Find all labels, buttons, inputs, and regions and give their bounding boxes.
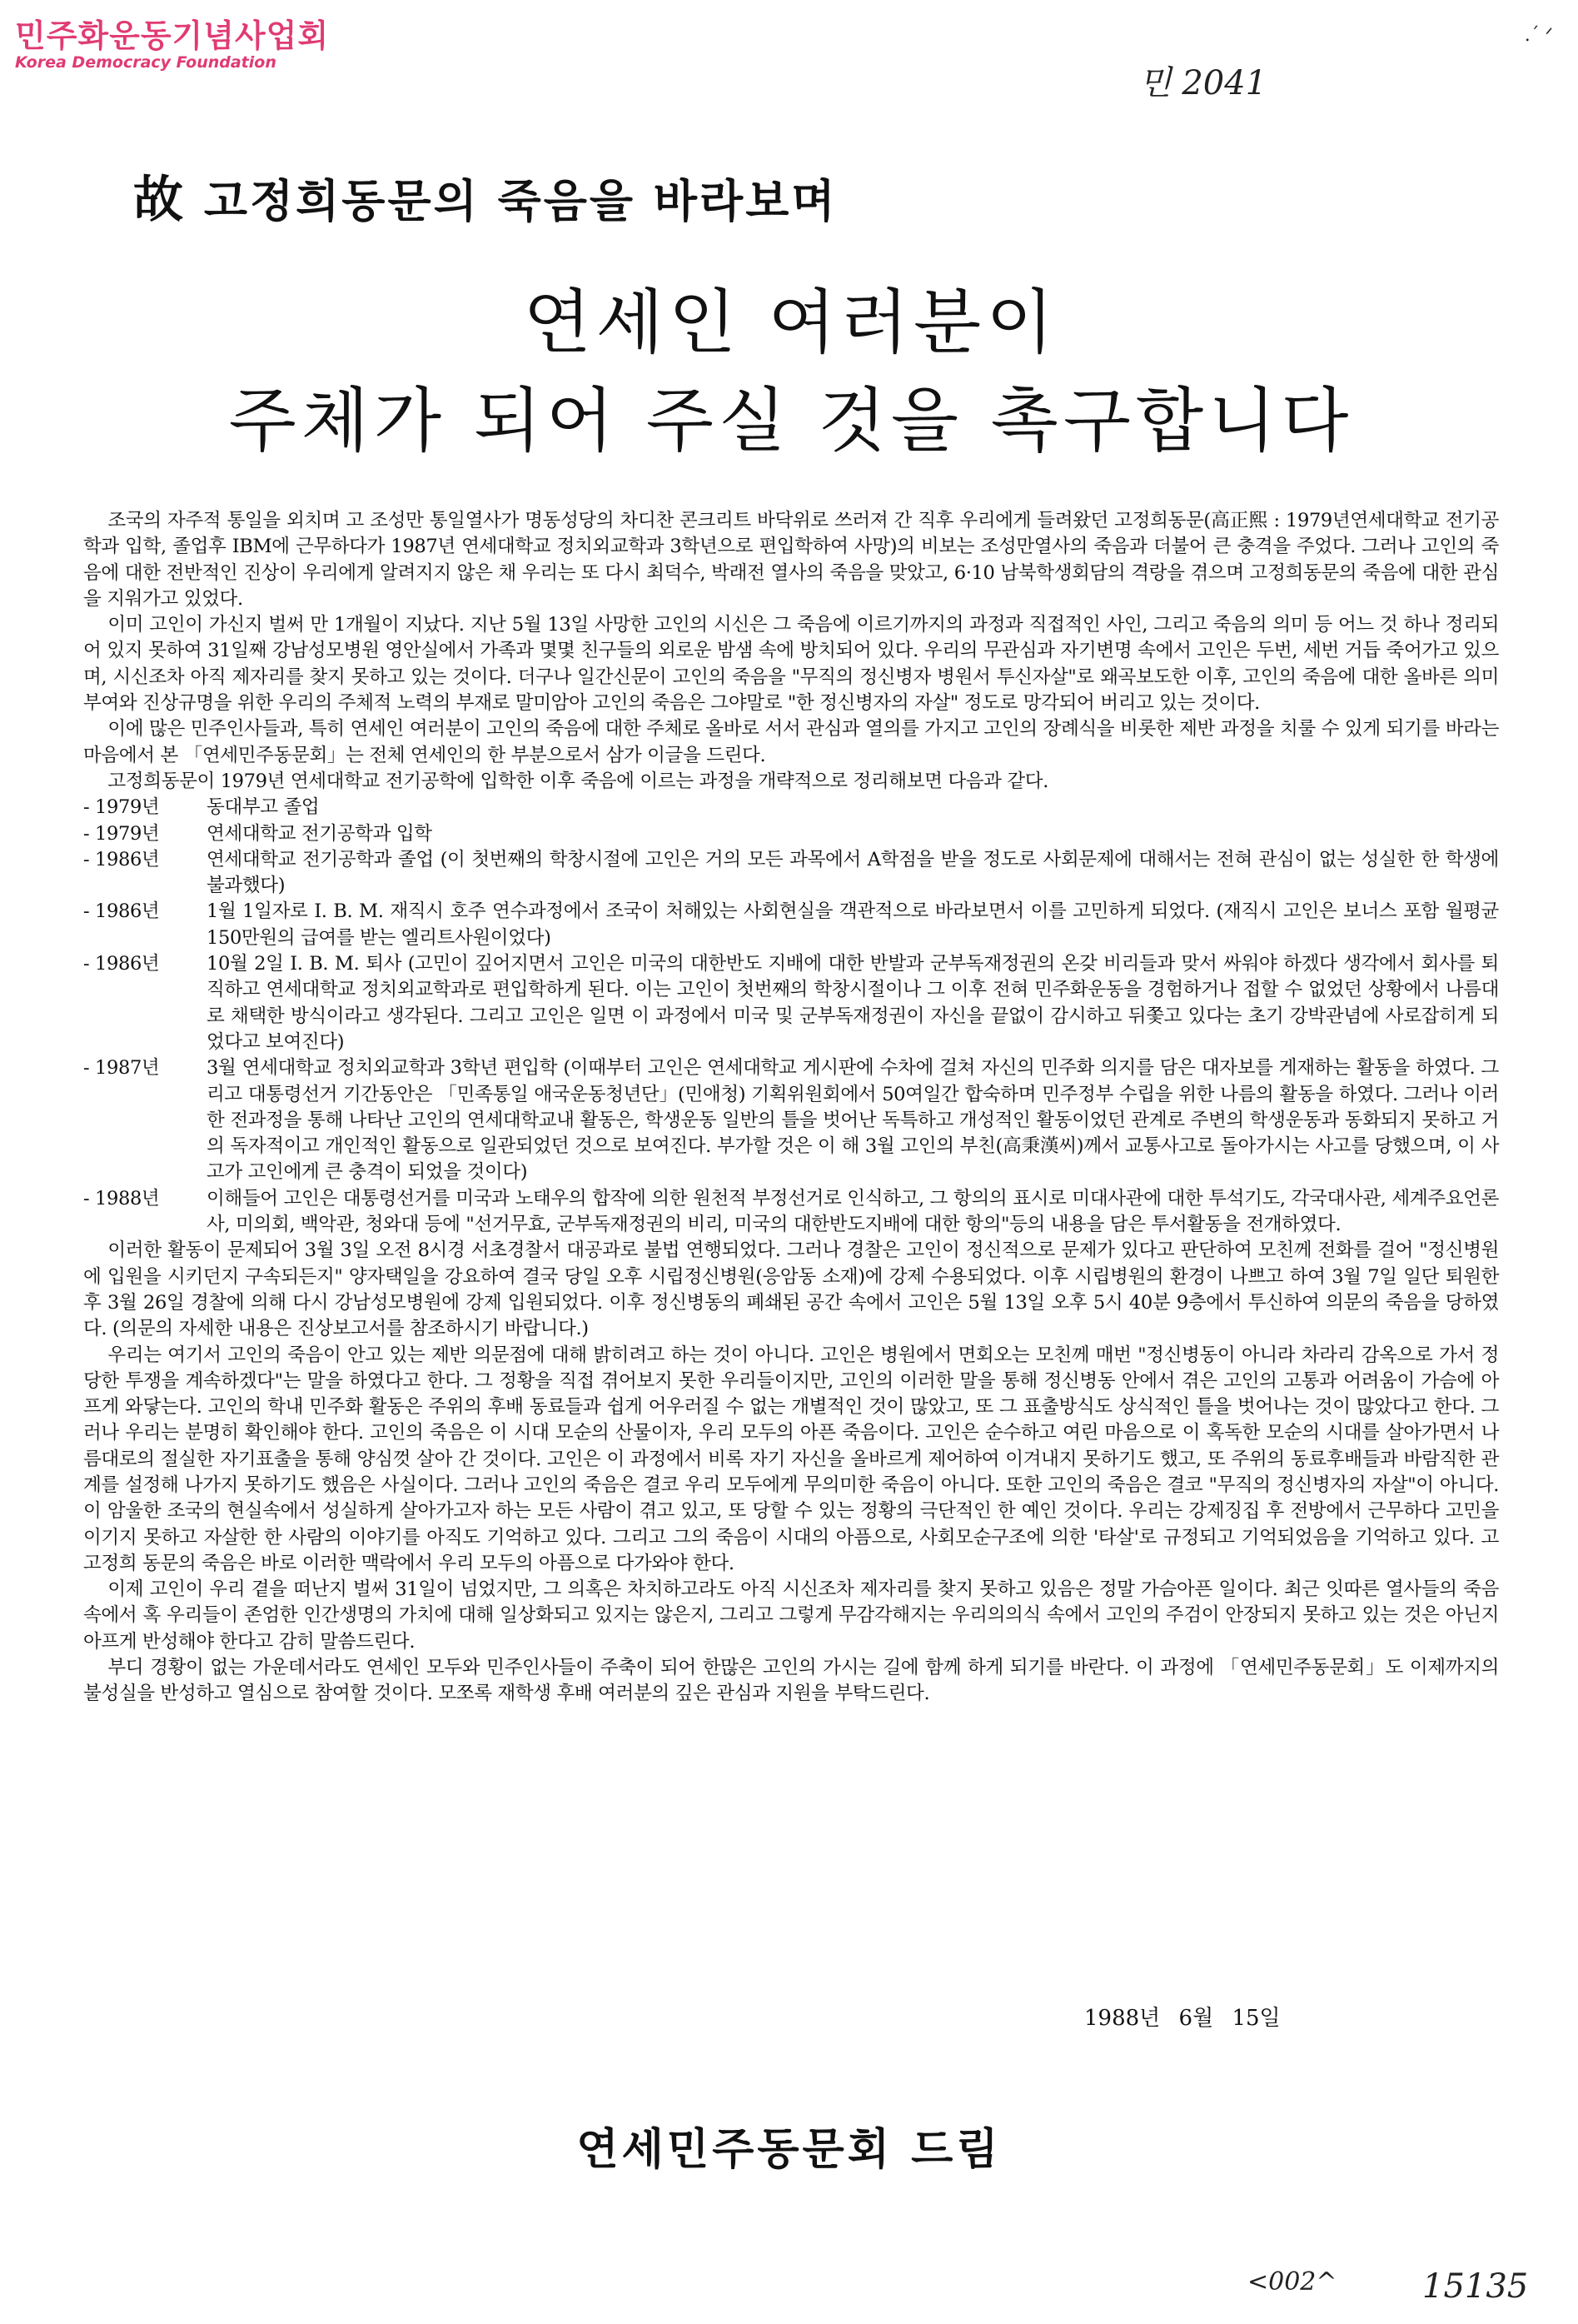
pre-title-hanja: 故 — [133, 171, 186, 229]
timeline-text: 이해들어 고인은 대통령선거를 미국과 노태우의 합작에 의한 원천적 부정선거로 인식하고, 그 항의의 표시로 미대사관에 대한 투석기도, 각국대사관, 세계주요언론사, 미의회, 백악관, 청와대 등에 "선거무효, 군부독재정권의 비리, 미국의 대한반도지배에 대한 항의"등의 내용을 담은 투서활동을 전개하였다. — [207, 1187, 1499, 1236]
main-title — [133, 273, 1449, 470]
paragraph: 우리는 여기서 고인의 죽음이 안고 있는 제반 의문점에 대해 밝히려고 하는 것이 아니다. 고인은 병원에서 면회오는 모친께 매번 "정신병동이 아니라 차라리 감옥으로 가서 정당한 투쟁을 계속하겠다"는 말을 하였다고 한다. 그 정황을 직접 겪어보지 못한 우리들이지만, 고인의 이러한 말을 통해 정신병동 안에서 겪은 고인의 고통과 어려움이 가슴에 아프게 와닿는다. 고인의 학내 민주화 활동은 주위의 후배 동료들과 쉽게 어우러질 수 없는 개별적인 것이 많았고, 또 그 표출방식도 상식적인 틀을 벗어나는 것이 많았다고 한다. 그러나 우리는 분명히 확인해야 한다. 고인의 죽음은 이 시대 모순의 산물이자, 우리 모두의 아픈 죽음이다. 고인은 순수하고 여린 마음으로 이 혹독한 모순의 시대를 살아가면서 나름대로의 절실한 자기표출을 통해 양심껏 살아 간 것이다. 고인은 이 과정에서 비록 자기 자신을 올바르게 제어하여 이겨내지 못하기도 했고, 또 주위의 동료후배들과 바람직한 관계를 설정해 나가지 못하기도 했음은 사실이다. 그러나 고인의 죽음은 결코 우리 모두에게 무의미한 죽음이 아니다. 또한 고인의 죽음은 결코 "무직의 정신병자의 자살"이 아니다. 이 암울한 조국의 현실속에서 성실하게 살아가고자 하는 모든 사람이 겪고 있고, 또 당할 수 있는 정황의 극단적인 한 예인 것이다. 우리는 강제징집 후 전방에서 근무하다 고민을 이기지 못하고 자살한 한 사람의 이야기를 아직도 기억하고 있다. 그리고 그의 죽음이 시대의 아픔으로, 사회모순구조에 의한 '타살'로 규정되고 기억되었음을 기억하고 있다. 고 고정희 동문의 죽음은 바로 이러한 맥락에서 우리 모두의 아픔으로 다가와야 한다. — [83, 1344, 1499, 1574]
timeline-year: - 1979년 — [83, 796, 160, 819]
watermark-korean: 민주화운동기념사업회 — [15, 17, 330, 54]
handwritten-page-number: 15135 — [1422, 2267, 1529, 2306]
timeline-text: 10월 2일 I. B. M. 퇴사 (고민이 깊어지면서 고인은 미국의 대한반도 지배에 대한 반발과 군부독재정권의 온갖 비리들과 맞서 싸워야 하겠다 생각에서 회사를 퇴직하고 연세대학교 정치외교학과로 편입학하게 된다. 이는 고인이 첫번째의 학창시절이나 그 이후 전혀 민주화운동을 경험하거나 접할 수 없었던 상황에서 나름대로 채택한 방식이라고 생각된다. 그리고 고인은 일면 이 과정에서 미국 및 군부독재정권이 자신을 끝없이 감시하고 뒤쫓고 있다는 초기 강박관념에 사로잡히게 되었다고 보여진다) — [207, 953, 1499, 1053]
timeline-text: 동대부고 졸업 — [207, 796, 320, 819]
pre-title — [133, 160, 1432, 232]
document-date: 1988년 6월 15일 — [1084, 2006, 1281, 2031]
paragraph: 부디 경황이 없는 가운데서라도 연세인 모두와 민주인사들이 주축이 되어 한많은 고인의 가시는 길에 함께 하게 되기를 바란다. 이 과정에 「연세민주동문회」도 이제까지의 불성실을 반성하고 열심으로 참여할 것이다. 모쪼록 재학생 후배 여러분의 깊은 관심과 지원을 부탁드린다. — [83, 1657, 1499, 1705]
main-title-line-2: 주체가 되어 주실 것을 촉구합니다 — [228, 380, 1354, 461]
timeline-text: 3월 연세대학교 정치외교학과 3학년 편입학 (이때부터 고인은 연세대학교 게시판에 수차에 걸쳐 자신의 민주화 의지를 담은 대자보를 게재하는 활동을 하였다. 그리고 대통령선거 기간동안은 「민족통일 애국운동청년단」(민애청) 기획위원회에서 50여일간 합숙하며 민주정부 수립을 위한 나름의 활동을 하였다. 그러나 이러한 전과정을 통해 나타난 고인의 연세대학교내 활동은, 학생운동 일반의 틀을 벗어난 독특하고 개성적인 활동이었던 관계로 주변의 학생운동과 동화되지 못하고 거의 독자적이고 개인적인 활동으로 일관되었던 것으로 보여진다. 부가할 것은 이 해 3월 고인의 부친(高秉漢씨)께서 교통사고로 돌아가시는 사고를 당했으며, 이 사고가 고인에게 큰 충격이 되었을 것이다) — [207, 1057, 1499, 1184]
watermark-english: Korea Democracy Foundation — [15, 53, 276, 72]
pre-title-text: 고정희동문의 죽음을 바라보며 — [203, 174, 838, 227]
timeline-year: - 1986년 — [83, 848, 160, 870]
timeline-text: 1월 1일자로 I. B. M. 재직시 호주 연수과정에서 조국이 처해있는 사회현실을 객관적으로 바라보면서 이를 고민하게 되었다. (재직시 고인은 보너스 포함 월평균 150만원의 급여를 받는 엘리트사원이었다) — [207, 900, 1499, 949]
paragraph: 이에 많은 민주인사들과, 특히 연세인 여러분이 고인의 죽음에 대한 주체로 올바로 서서 관심과 열의를 가지고 고인의 장례식을 비롯한 제반 과정을 치룰 수 있게 되기를 바라는 마음에서 본 「연세민주동문회」는 전체 연세인의 한 부분으로서 삼가 이글을 드린다. — [83, 718, 1499, 766]
main-title-line-1: 연세인 여러분이 — [523, 282, 1059, 363]
paragraph: 조국의 자주적 통일을 외치며 고 조성만 통일열사가 명동성당의 차디찬 콘크리트 바닥위로 쓰러져 간 직후 우리에게 들려왔던 고정희동문(高正熙 : 1979년연세대학교 전기공학과 입학, 졸업후 IBM에 근무하다가 1987년 연세대학교 정치외교학과 3학년으로 편입학하여 사망)의 비보는 조성만열사의 죽음과 더불어 큰 충격을 주었다. 그러나 고인의 죽음에 대한 전반적인 진상이 우리에게 알려지지 않은 채 우리는 또 다시 최덕수, 박래전 열사의 죽음을 맞았고, 6·10 남북학생회담의 격랑을 겪으며 고정희동문의 죽음에 대한 관심을 지워가고 있었다. — [83, 510, 1499, 610]
timeline-item — [83, 795, 1499, 820]
timeline-text: 연세대학교 전기공학과 입학 — [207, 822, 432, 845]
paragraph: 이러한 활동이 문제되어 3월 3일 오전 8시경 서초경찰서 대공과로 불법 연행되었다. 그러나 경찰은 고인이 정신적으로 문제가 있다고 판단하여 모친께 전화를 걸어 "정신병원에 입원을 시키던지 구속되든지" 양자택일을 강요하여 결국 당일 오후 시립정신병원(응암동 소재)에 강제 수용되었다. 이후 시립병원의 환경이 나쁘고 하여 3월 7일 일단 퇴원한 후 3월 26일 경찰에 의해 다시 강남성모병원에 강제 입원되었다. 이후 정신병동의 폐쇄된 공간 속에서 고인은 5월 13일 오후 5시 40분 9층에서 투신하여 의문의 죽음을 당하였다. (의문의 자세한 내용은 진상보고서를 참조하시기 바랍니다.) — [83, 1239, 1500, 1340]
timeline-text: 연세대학교 전기공학과 졸업 (이 첫번째의 학창시절에 고인은 거의 모든 과목에서 A학점을 받을 정도로 사회문제에 대해서는 전혀 관심이 없는 성실한 한 학생에 불과했다) — [207, 848, 1499, 897]
timeline-item — [83, 951, 1499, 1055]
timeline-year: - 1986년 — [83, 900, 160, 923]
timeline-year: - 1988년 — [83, 1187, 160, 1209]
timeline-item — [83, 1055, 1499, 1185]
timeline-item — [83, 1186, 1499, 1239]
timeline-item — [83, 899, 1499, 951]
handwritten-page-mark: <002^ — [1247, 2267, 1337, 2297]
handwritten-archive-number: 민 2041 — [1139, 64, 1267, 102]
timeline-year: - 1979년 — [83, 822, 160, 845]
timeline-item — [83, 847, 1499, 900]
handwritten-corner-mark: .ˊ ᐟ — [1524, 25, 1553, 46]
paragraph: 이제 고인이 우리 곁을 떠난지 벌써 31일이 넘었지만, 그 의혹은 차치하고라도 아직 시신조차 제자리를 찾지 못하고 있음은 정말 가슴아픈 일이다. 최근 잇따른 열사들의 죽음 속에서 혹 우리들이 존엄한 인간생명의 가치에 대해 일상화되고 있지는 않은지, 그리고 그렇게 무감각해지는 우리의의식 속에서 고인의 주검이 안장되지 못하고 있는 것은 아닌지 아프게 반성해야 한다고 감히 말씀드린다. — [83, 1578, 1499, 1653]
timeline — [83, 795, 1499, 1238]
paragraph: 이미 고인이 가신지 벌써 만 1개월이 지났다. 지난 5월 13일 사망한 고인의 시신은 그 죽음에 이르기까지의 과정과 직접적인 사인, 그리고 죽음의 의미 등 어느 것 하나 정리되어 있지 못하여 31일째 강남성모병원 영안실에서 가족과 몇몇 친구들의 외로운 밤샘 속에 방치되어 있다. 우리의 무관심과 자기변명 속에서 고인은 두번, 세번 거듭 죽어가고 있으며, 시신조차 아직 제자리를 찾지 못하고 있는 것이다. 더구나 일간신문이 고인의 죽음을 "무직의 정신병자 병원서 투신자살"로 왜곡보도한 이후, 고인의 죽음에 대한 올바른 의미부여와 진상규명을 위한 우리의 주체적 노력의 부재로 말미암아 고인의 죽음은 그야말로 "한 정신병자의 자살" 정도로 망각되어 버리고 있는 것이다. — [83, 614, 1499, 715]
document-body — [83, 508, 1499, 1708]
paragraph: 고정희동문이 1979년 연세대학교 전기공학에 입학한 이후 죽음에 이르는 과정을 개략적으로 정리해보면 다음과 같다. — [107, 770, 1049, 792]
timeline-item — [83, 821, 1499, 847]
signature: 연세민주동문회 드림 — [576, 2125, 1002, 2175]
timeline-year: - 1987년 — [83, 1057, 160, 1080]
timeline-year: - 1986년 — [83, 953, 160, 975]
watermark-logo — [15, 17, 330, 72]
